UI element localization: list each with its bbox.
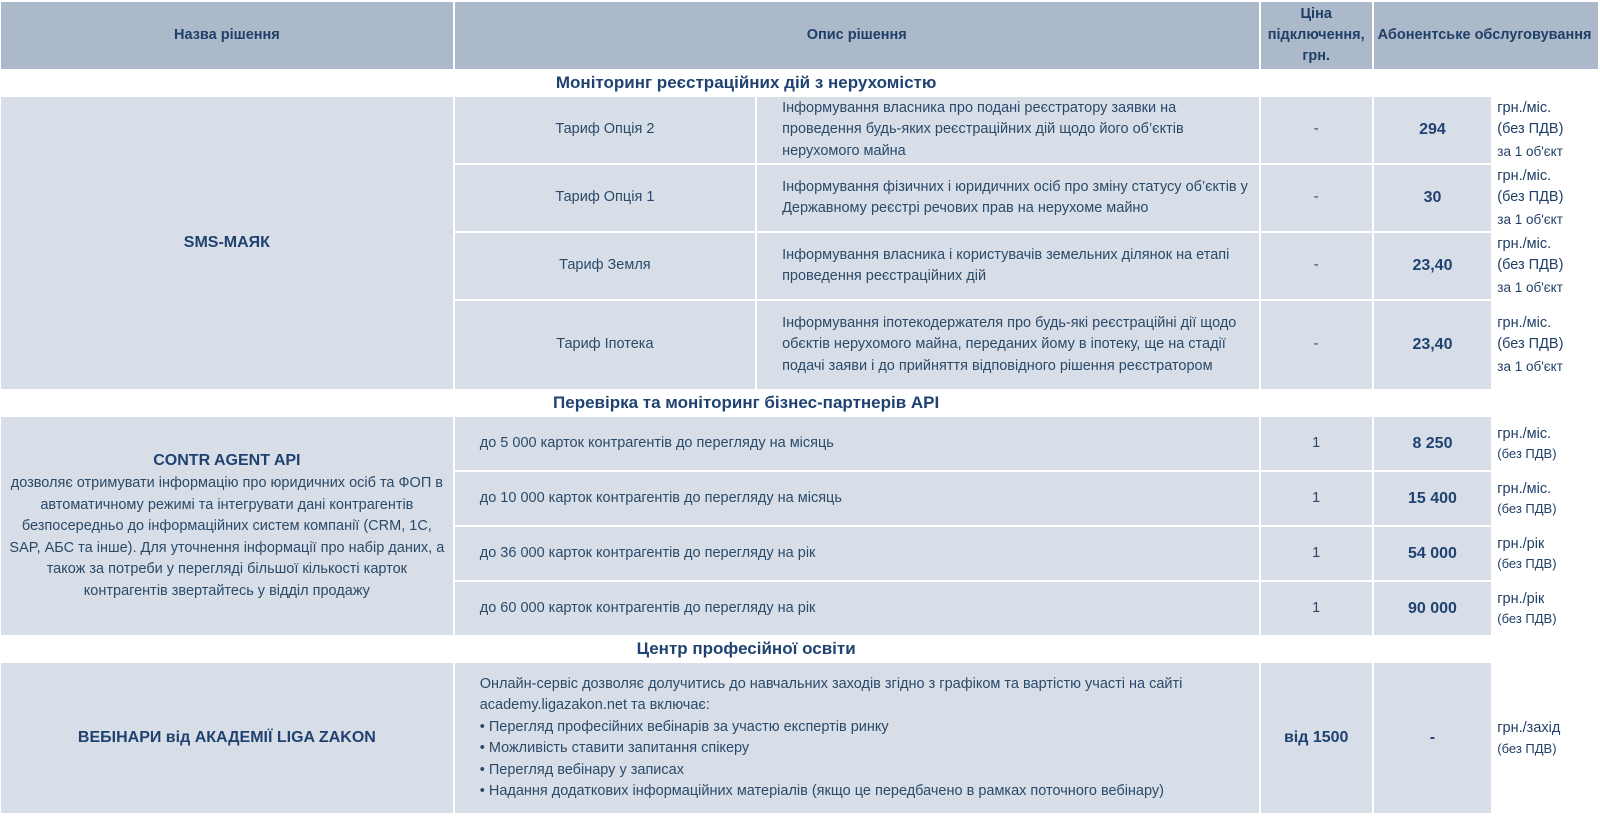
section-api-row (1, 391, 1598, 415)
connect-price: - (1261, 301, 1372, 389)
webinar-intro-line2: academy.ligazakon.net та включає: (479, 697, 710, 713)
table-row (1, 417, 1598, 470)
unit-period: грн./міс. (1497, 480, 1552, 497)
subscription-price: 8 250 (1374, 417, 1492, 470)
api-plan-description: до 10 000 карток контрагентів до перегляду на місяць (455, 472, 1259, 525)
list-item: • Перегляд вебінару у записах (480, 760, 1249, 782)
unit-object: за 1 об'єкт (1497, 211, 1563, 227)
section-title-monitoring: Моніторинг реєстраційних дій з нерухомістю (1, 71, 1491, 95)
webinar-description (455, 663, 1259, 813)
header-connect-price-line1: Ціна (1300, 6, 1332, 22)
subscription-price: 30 (1374, 165, 1492, 231)
table-row (1, 97, 1598, 163)
unit-period: грн./міс. (1497, 99, 1552, 116)
unit-period: грн./захід (1497, 720, 1561, 737)
connect-price: 1 (1261, 582, 1372, 635)
price-unit (1493, 233, 1598, 299)
tariff-name: Тариф Іпотека (455, 301, 755, 389)
table-row (1, 663, 1598, 813)
product-contr-agent-api (1, 417, 453, 635)
price-unit (1493, 301, 1598, 389)
webinar-intro-line1: Онлайн-сервіс дозволяє долучитись до навчальних заходів згідно з графіком та вартістю участі на сайті (479, 675, 1183, 692)
subscription-price: 90 000 (1374, 582, 1492, 635)
api-plan-description: до 36 000 карток контрагентів до перегляду на рік (455, 527, 1259, 580)
subscription-price: 23,40 (1374, 233, 1492, 299)
subscription-price: 54 000 (1374, 527, 1492, 580)
unit-vat: (без ПДВ) (1497, 611, 1557, 627)
unit-period: грн./рік (1497, 590, 1545, 607)
header-connect-price (1261, 2, 1372, 69)
webinar-feature-list (480, 717, 1249, 803)
api-plan-description: до 5 000 карток контрагентів до перегляду на місяць (455, 417, 1259, 470)
section-title-api: Перевірка та моніторинг бізнес-партнерів API (1, 391, 1491, 415)
header-solution-name: Назва рішення (1, 2, 453, 69)
header-solution-desc: Опис рішення (455, 2, 1259, 69)
tariff-name: Тариф Земля (455, 233, 755, 299)
price-unit (1493, 527, 1598, 580)
unit-object: за 1 об'єкт (1497, 279, 1563, 295)
list-item: • Перегляд професійних вебінарів за участю експертів ринку (480, 717, 1249, 739)
price-unit (1493, 165, 1598, 231)
unit-vat: (без ПДВ) (1497, 257, 1564, 274)
tariff-description: Інформування іпотекодержателя про будь-які реєстраційні дії щодо обєктів нерухомого майна, переданих йому в іпотеку, ще на стадії подачі заяви і до прийняття відповідного рішення реєстратором (757, 301, 1259, 389)
section-education-row (1, 637, 1598, 661)
section-monitoring-row (1, 71, 1598, 95)
subscription-price: 15 400 (1374, 472, 1492, 525)
unit-period: грн./міс. (1497, 425, 1552, 442)
price-unit (1493, 663, 1598, 813)
tariff-name: Тариф Опція 1 (455, 165, 755, 231)
connect-price: 1 (1261, 417, 1372, 470)
table-header-row (1, 2, 1598, 69)
tariff-name: Тариф Опція 2 (455, 97, 755, 163)
subscription-price: - (1374, 663, 1492, 813)
connect-price: 1 (1261, 472, 1372, 525)
connect-price: від 1500 (1261, 663, 1372, 813)
price-unit (1493, 582, 1598, 635)
product-name-sms-mayak: SMS-МАЯК (1, 97, 453, 389)
price-unit (1493, 417, 1598, 470)
header-connect-price-line3: грн. (1302, 48, 1331, 64)
list-item: • Надання додаткових інформаційних матеріалів (якщо це передбачено в рамках поточного вебінару) (480, 781, 1249, 803)
unit-vat: (без ПДВ) (1497, 189, 1564, 206)
list-item: • Можливість ставити запитання спікеру (480, 738, 1249, 760)
unit-period: грн./міс. (1497, 314, 1552, 331)
unit-object: за 1 об'єкт (1497, 358, 1563, 374)
subscription-price: 23,40 (1374, 301, 1492, 389)
unit-vat: (без ПДВ) (1497, 740, 1557, 756)
tariff-description: Інформування фізичних і юридичних осіб про зміну статусу об’єктів у Державному реєстрі речових прав на нерухоме майно (757, 165, 1259, 231)
unit-period: грн./рік (1497, 535, 1545, 552)
unit-object: за 1 об'єкт (1497, 143, 1563, 159)
unit-vat: (без ПДВ) (1497, 336, 1564, 353)
connect-price: 1 (1261, 527, 1372, 580)
header-subscription: Абонентське обслуговування (1374, 2, 1598, 69)
unit-vat: (без ПДВ) (1497, 121, 1564, 138)
section-title-education: Центр професійної освіти (1, 637, 1491, 661)
unit-vat: (без ПДВ) (1497, 446, 1557, 462)
price-unit (1493, 97, 1598, 163)
tariff-description: Інформування власника про подані реєстратору заявки на проведення будь-яких реєстраційних дій щодо його об’єктів нерухомого майна (757, 97, 1259, 163)
header-connect-price-line2: підключення, (1267, 27, 1365, 43)
unit-period: грн./міс. (1497, 235, 1552, 252)
unit-period: грн./міс. (1497, 167, 1552, 184)
product-name-webinars: ВЕБІНАРИ від АКАДЕМІЇ LIGA ZAKON (1, 663, 453, 813)
tariff-description: Інформування власника і користувачів земельних ділянок на етапі проведення реєстраційних дій (757, 233, 1259, 299)
subscription-price: 294 (1374, 97, 1492, 163)
product-name-contr-agent: CONTR AGENT API (153, 451, 301, 469)
connect-price: - (1261, 97, 1372, 163)
unit-vat: (без ПДВ) (1497, 556, 1557, 572)
price-unit (1493, 472, 1598, 525)
connect-price: - (1261, 165, 1372, 231)
connect-price: - (1261, 233, 1372, 299)
product-description-contr-agent: дозволяє отримувати інформацію про юридичних осіб та ФОП в автоматичному режимі та інтегрувати дані контрагентів безпосередньо до інформаційних систем компанії (CRM, 1C, SAP, АБС та інше). Для уточнення інформації про набір даних, а також за потреби у перегляді більшої кількості карток контрагентів звертайтесь у відділ продажу (9, 475, 445, 599)
unit-vat: (без ПДВ) (1497, 501, 1557, 517)
api-plan-description: до 60 000 карток контрагентів до перегляду на рік (455, 582, 1259, 635)
